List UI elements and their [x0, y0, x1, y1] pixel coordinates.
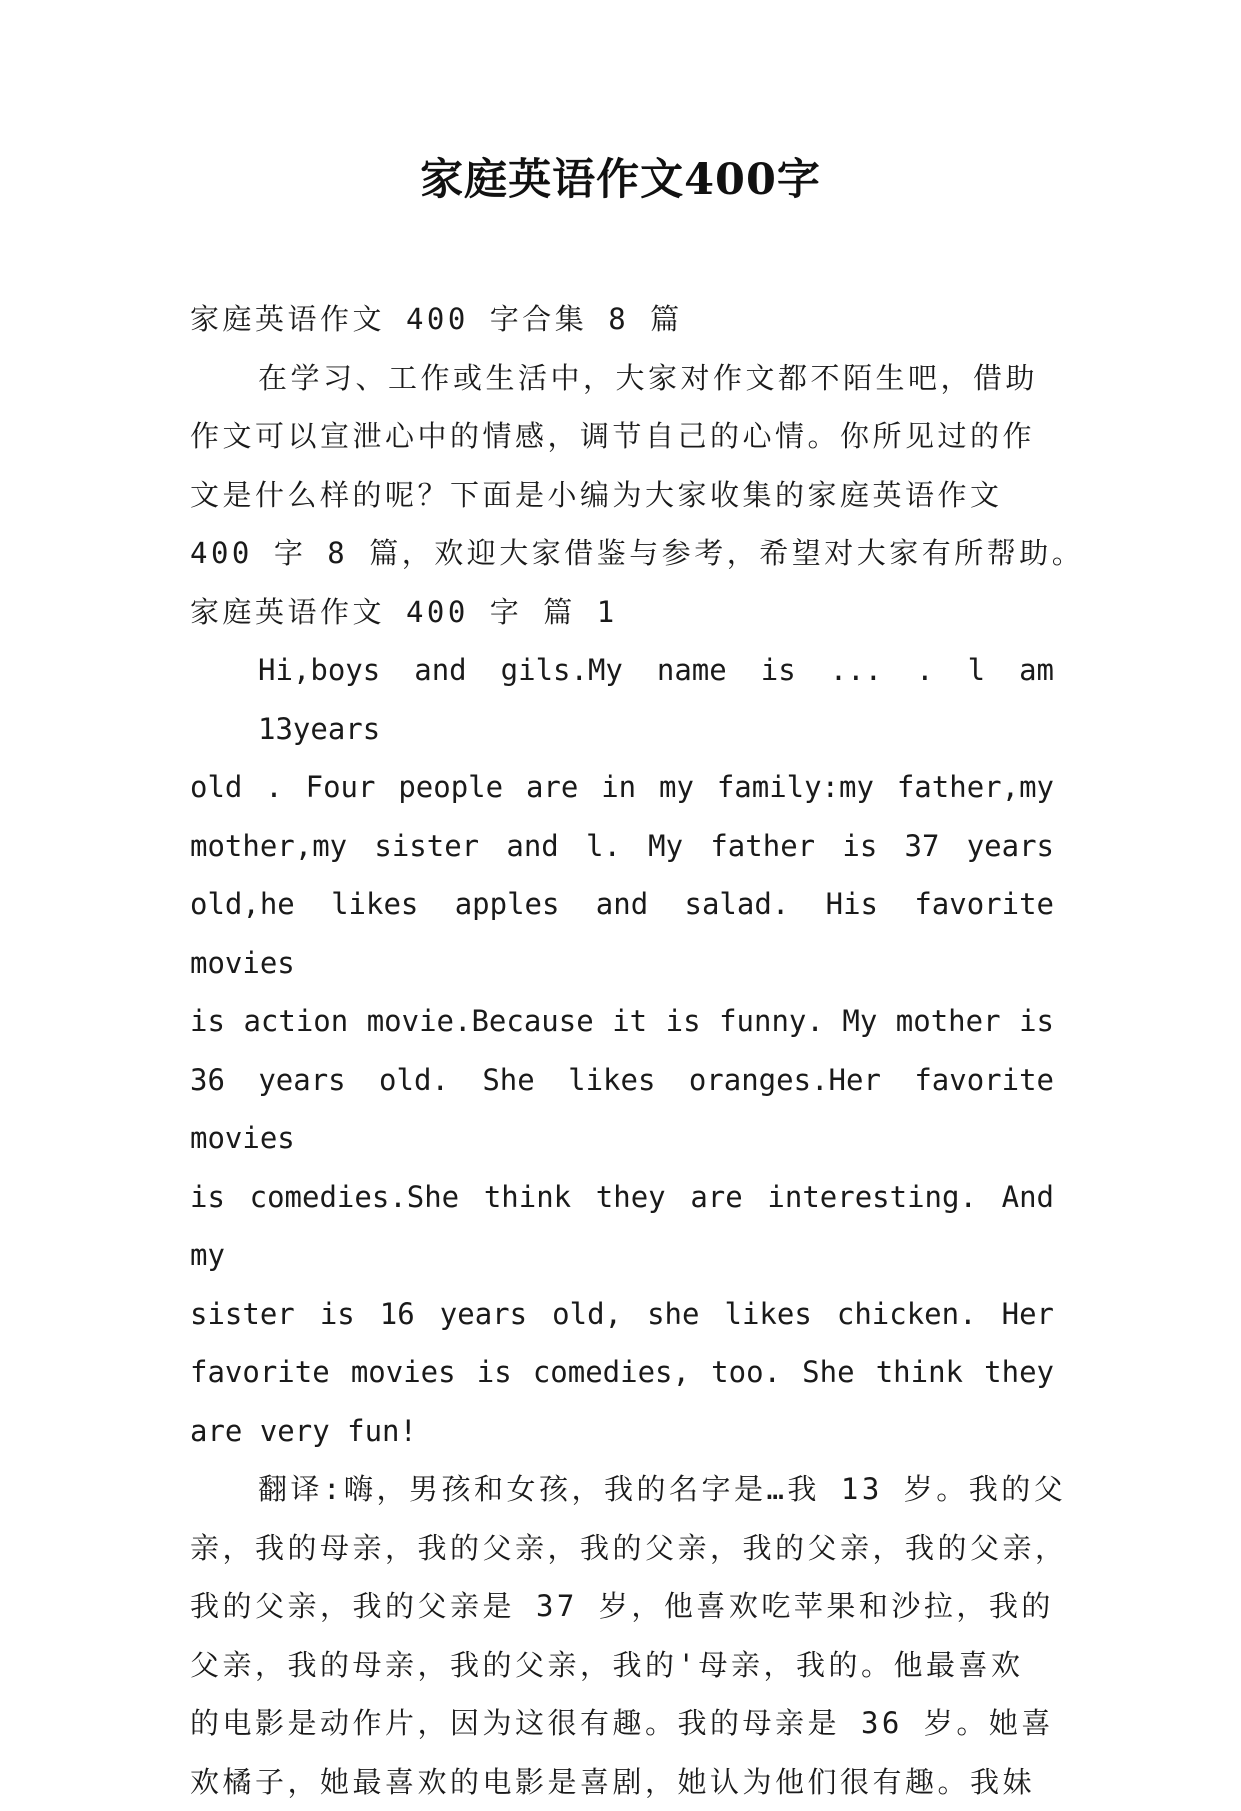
english-line: is comedies.She think they are interesting. And my	[190, 1168, 1054, 1285]
english-line: old . Four people are in my family:my father,my	[190, 758, 1054, 817]
intro-line: 400 字 8 篇，欢迎大家借鉴与参考，希望对大家有所帮助。	[190, 524, 1054, 583]
intro-line: 作文可以宣泄心中的情感，调节自己的心情。你所见过的作	[190, 407, 1054, 466]
section-heading: 家庭英语作文 400 字 篇 1	[190, 583, 1054, 642]
intro-line: 文是什么样的呢？下面是小编为大家收集的家庭英语作文	[190, 466, 1054, 525]
english-line: mother,my sister and l. My father is 37 years	[190, 817, 1054, 876]
translation-paragraph	[190, 1460, 1054, 1811]
english-line: Hi,boys and gils.My name is ... . l am 13years	[190, 641, 1054, 758]
translation-line: 的电影是动作片，因为这很有趣。我的母亲是 36 岁。她喜	[190, 1694, 1054, 1753]
document-body	[190, 290, 1054, 1811]
document-title: 家庭英语作文400字	[0, 150, 1241, 210]
english-line: 36 years old. She likes oranges.Her favorite movies	[190, 1051, 1054, 1168]
translation-line: 父亲，我的母亲，我的父亲，我的'母亲，我的。他最喜欢	[190, 1636, 1054, 1695]
intro-paragraph	[190, 349, 1054, 583]
english-line: is action movie.Because it is funny. My mother is	[190, 992, 1054, 1051]
intro-line: 在学习、工作或生活中，大家对作文都不陌生吧，借助	[190, 349, 1054, 408]
english-line: old,he likes apples and salad. His favorite movies	[190, 875, 1054, 992]
translation-line: 欢橘子，她最喜欢的电影是喜剧，她认为他们很有趣。我妹	[190, 1753, 1054, 1811]
english-paragraph	[190, 641, 1054, 1460]
translation-line: 我的父亲，我的父亲是 37 岁，他喜欢吃苹果和沙拉，我的	[190, 1577, 1054, 1636]
document-subtitle: 家庭英语作文 400 字合集 8 篇	[190, 290, 1054, 349]
english-line: sister is 16 years old, she likes chicken. Her	[190, 1285, 1054, 1344]
english-line: favorite movies is comedies, too. She think they	[190, 1343, 1054, 1402]
translation-line: 亲，我的母亲，我的父亲，我的父亲，我的父亲，我的父亲，	[190, 1519, 1054, 1578]
english-line: are very fun!	[190, 1402, 1054, 1461]
translation-line: 翻译:嗨，男孩和女孩，我的名字是…我 13 岁。我的父	[190, 1460, 1054, 1519]
